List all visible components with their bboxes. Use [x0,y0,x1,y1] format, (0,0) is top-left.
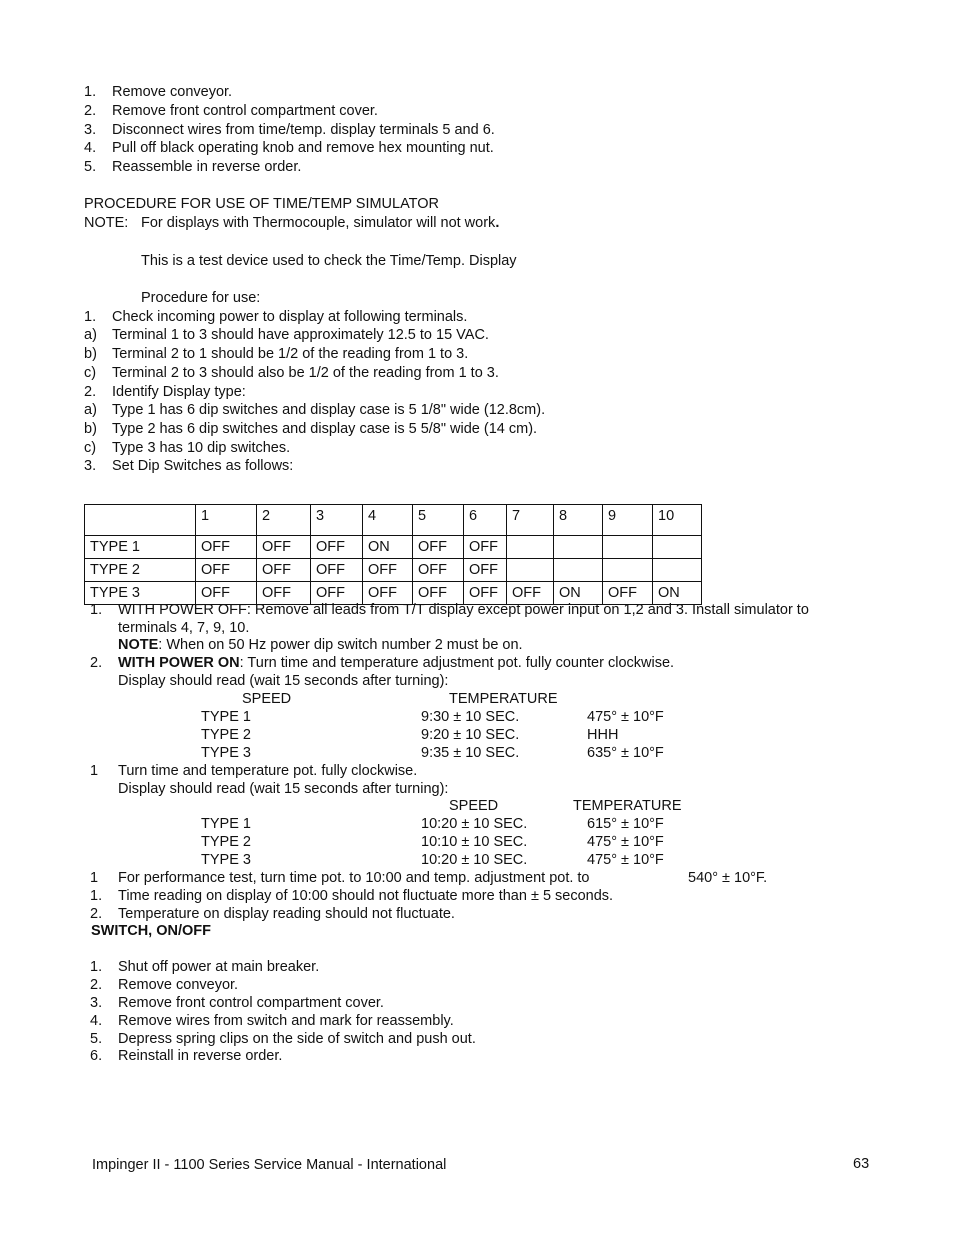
type-label: TYPE 3 [201,745,251,761]
table-cell: TYPE 1 [85,536,196,559]
note-label: NOTE: [84,215,129,231]
step-number: 3. [90,995,103,1011]
temperature-header: TEMPERATURE [449,691,558,707]
table-cell: OFF [196,582,257,605]
step-number: 2. [84,103,97,119]
step-text: Disconnect wires from time/temp. display terminals 5 and 6. [112,122,495,138]
table-header-cell: 6 [464,505,507,536]
table-header-cell: 8 [554,505,603,536]
step-text: Turn time and temperature pot. fully clockwise. [118,763,418,779]
step-number: 2. [90,977,103,993]
step-text: Remove conveyor. [118,977,239,993]
step-number: 5. [90,1031,103,1047]
step-text: For performance test, turn time pot. to 10:00 and temp. adjustment pot. to [118,870,590,886]
step-number: 6. [90,1048,103,1064]
table-cell: OFF [311,582,363,605]
procedure-label: Procedure for use: [141,290,261,306]
table-cell: OFF [413,536,464,559]
step-number: a) [84,402,97,418]
step-number: 3. [84,122,97,138]
table-row [85,536,702,559]
step-text: Identify Display type: [112,384,246,400]
step-text: Type 2 has 6 dip switches and display case is 5 5/8" wide (14 cm). [112,421,538,437]
step-text-continued: Display should read (wait 15 seconds after turning): [118,673,449,689]
dip-switch-table [84,504,702,605]
step-text: Reinstall in reverse order. [118,1048,283,1064]
table-header-cell: 5 [413,505,464,536]
step-number: 1. [90,888,103,904]
table-cell [554,536,603,559]
step-text: Time reading on display of 10:00 should not fluctuate more than ± 5 seconds. [118,888,614,904]
speed-header: SPEED [449,798,499,814]
table-cell: OFF [464,536,507,559]
table-cell: OFF [363,559,413,582]
speed-header: SPEED [242,691,292,707]
step-text: Remove wires from switch and mark for reassembly. [118,1013,454,1029]
step-text: Check incoming power to display at following terminals. [112,309,468,325]
table-cell [653,559,702,582]
temperature-value: 615° ± 10°F [587,816,664,832]
step-text: Reassemble in reverse order. [112,159,302,175]
step-number: c) [84,440,97,456]
type-label: TYPE 2 [201,727,251,743]
step-number: 4. [90,1013,103,1029]
speed-value: 9:35 ± 10 SEC. [421,745,520,761]
temperature-value: 635° ± 10°F [587,745,664,761]
type-label: TYPE 3 [201,852,251,868]
step-text-continued: Display should read (wait 15 seconds after turning): [118,781,449,797]
step-text: Temperature on display reading should not fluctuate. [118,906,455,922]
temperature-value: 475° ± 10°F [587,709,664,725]
speed-value: 10:10 ± 10 SEC. [421,834,528,850]
table-cell: ON [363,536,413,559]
table-cell [653,536,702,559]
step-text: Remove front control compartment cover. [112,103,378,119]
step-number: 1. [90,959,103,975]
step-text: Terminal 2 to 1 should be 1/2 of the reading from 1 to 3. [112,346,469,362]
table-header-row [85,505,702,536]
table-header-cell: 10 [653,505,702,536]
table-cell [603,536,653,559]
step-text: Terminal 2 to 3 should also be 1/2 of the reading from 1 to 3. [112,365,499,381]
step-number: 1. [84,309,97,325]
section-heading: PROCEDURE FOR USE OF TIME/TEMP SIMULATOR [84,196,440,212]
table-header-cell: 4 [363,505,413,536]
table-cell [507,536,554,559]
step-text: WITH POWER ON: Turn time and temperature adjustment pot. fully counter clockwise. [118,655,675,671]
step-number: 2. [84,384,97,400]
type-label: TYPE 1 [201,709,251,725]
table-cell: TYPE 3 [85,582,196,605]
speed-value: 9:20 ± 10 SEC. [421,727,520,743]
step-number: a) [84,327,97,343]
table-cell: OFF [311,559,363,582]
speed-value: 10:20 ± 10 SEC. [421,816,528,832]
temperature-value: 475° ± 10°F [587,834,664,850]
table-cell: OFF [464,559,507,582]
table-cell: OFF [603,582,653,605]
step-text: Shut off power at main breaker. [118,959,320,975]
speed-value: 9:30 ± 10 SEC. [421,709,520,725]
table-header-cell: 7 [507,505,554,536]
table-cell: OFF [257,559,311,582]
step-number: 1 [90,870,99,886]
table-cell [603,559,653,582]
note-text: For displays with Thermocouple, simulator will not work. [141,215,500,231]
table-cell: OFF [507,582,554,605]
table-cell: OFF [311,536,363,559]
temperature-value: HHH [587,727,619,743]
table-cell: OFF [413,559,464,582]
step-text: Type 3 has 10 dip switches. [112,440,291,456]
step-text: Remove conveyor. [112,84,233,100]
step-text: Remove front control compartment cover. [118,995,384,1011]
step-number: 3. [84,458,97,474]
table-header-cell [85,505,196,536]
table-cell: ON [554,582,603,605]
step-text-continued: terminals 4, 7, 9, 10. [118,620,250,636]
step-number: c) [84,365,97,381]
page-number: 63 [853,1156,870,1172]
table-cell: OFF [464,582,507,605]
type-label: TYPE 2 [201,834,251,850]
table-cell [507,559,554,582]
section-heading: SWITCH, ON/OFF [91,923,212,939]
temperature-value: 475° ± 10°F [587,852,664,868]
step-text: WITH POWER OFF: Remove all leads from T/T display except power input on 1,2 and 3. Install simulator to [118,602,809,618]
speed-value: 10:20 ± 10 SEC. [421,852,528,868]
step-number: 1. [84,84,97,100]
step-text: Terminal 1 to 3 should have approximately 12.5 to 15 VAC. [112,327,489,343]
step-text: Pull off black operating knob and remove hex mounting nut. [112,140,494,156]
step-text: Depress spring clips on the side of switch and push out. [118,1031,476,1047]
step-number: 5. [84,159,97,175]
table-header-cell: 1 [196,505,257,536]
table-cell: OFF [257,582,311,605]
table-cell: OFF [196,559,257,582]
table-header-cell: 3 [311,505,363,536]
table-cell [554,559,603,582]
table-header-cell: 9 [603,505,653,536]
step-number: 4. [84,140,97,156]
step-number: 2. [90,655,103,671]
step-number: 1. [90,602,103,618]
target-temperature: 540° ± 10°F. [688,870,768,886]
step-number: 1 [90,763,99,779]
table-cell: OFF [363,582,413,605]
table-row [85,559,702,582]
step-text: Set Dip Switches as follows: [112,458,294,474]
temperature-header: TEMPERATURE [573,798,682,814]
type-label: TYPE 1 [201,816,251,832]
table-cell: OFF [196,536,257,559]
step-number: 2. [90,906,103,922]
table-cell: TYPE 2 [85,559,196,582]
step-number: b) [84,421,97,437]
table-cell: ON [653,582,702,605]
table-header-cell: 2 [257,505,311,536]
step-text: Type 1 has 6 dip switches and display case is 5 1/8" wide (12.8cm). [112,402,546,418]
note: NOTE: When on 50 Hz power dip switch number 2 must be on. [118,637,523,653]
step-number: b) [84,346,97,362]
table-cell: OFF [413,582,464,605]
table-cell: OFF [257,536,311,559]
simulator-description: This is a test device used to check the Time/Temp. Display [141,253,517,269]
footer-title: Impinger II - 1100 Series Service Manual - International [92,1157,447,1173]
